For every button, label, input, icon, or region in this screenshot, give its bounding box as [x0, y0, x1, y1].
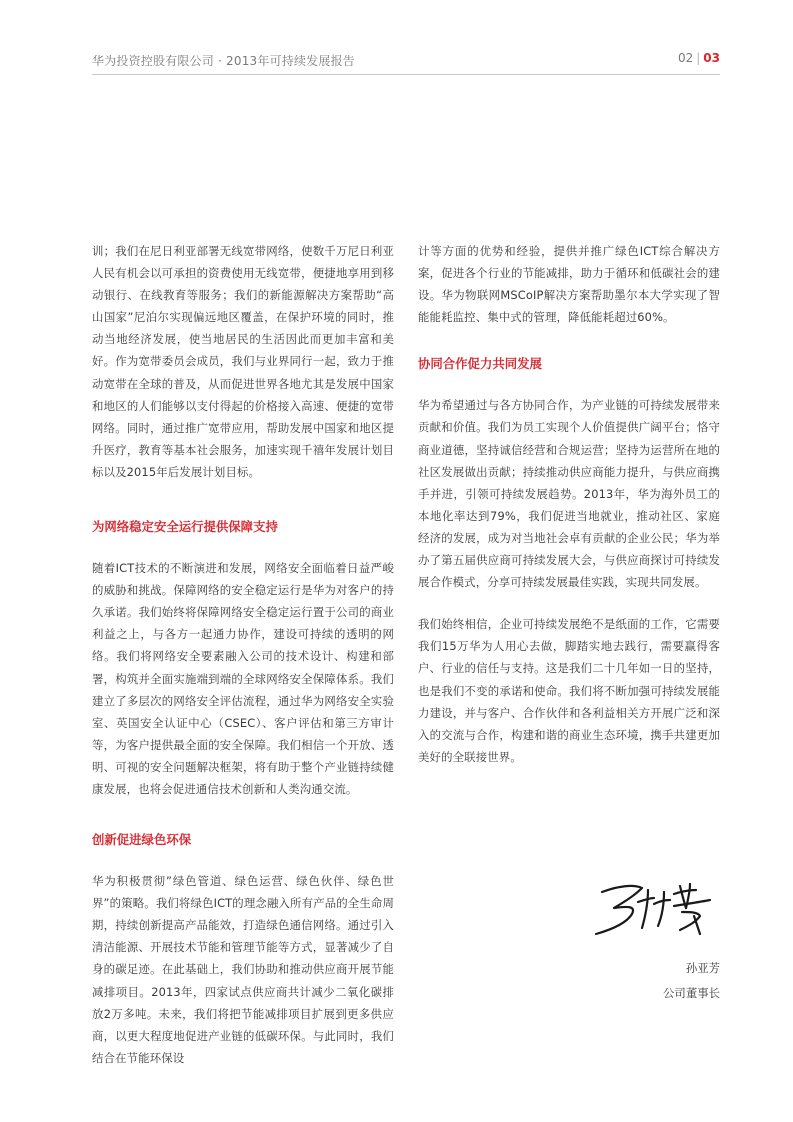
page-numbers [678, 51, 720, 65]
handwritten-signature-icon [588, 872, 728, 942]
page-number-current: 03 [703, 51, 720, 65]
page-number-separator: | [696, 51, 701, 65]
green-innovation-paragraph: 华为积极贯彻”绿色管道、绿色运营、绿色伙伴、绿色世界”的策略。我们将绿色ICT的理念融入所有产品的全生命周期，持续创新提高产品能效，打造绿色通信网络。通过引入清洁能源、开展技术节能和管理节能等方式，显著减少了自身的碳足迹。在此基础上，我们协助和推动供应商开展节能减排项目。2013年，四家试点供应商共计减少二氧化碳排放2万多吨。未来，我们将把节能减排项目扩展到更多供应商，以更大程度地促进产业链的低碳环保。与此同时，我们结合在节能环保设 [92, 874, 394, 1065]
header-divider [92, 74, 720, 75]
section-heading-collaboration: 协同合作促力共同发展 [418, 356, 542, 372]
signer-name: 孙亚芳 [685, 961, 720, 975]
closing-paragraph: 我们始终相信，企业可持续发展绝不是纸面的工作，它需要我们15万华为人用心去做，脚踏实地去践行，需要赢得客户、行业的信任与支持。这是我们二十几年如一日的坚持，也是我们不变的承诺和使命。我们将不断加强可持续发展能力建设，并与客户、合作伙伴和各利益相关方开展广泛和深入的交流与合作，构建和谐的商业生态环境，携手共建更加美好的全联接世界。 [418, 617, 720, 764]
network-security-paragraph: 随着ICT技术的不断演进和发展，网络安全面临着日益严峻的威胁和挑战。保障网络的安全稳定运行是华为对客户的持久承诺。我们始终将保障网络安全稳定运行置于公司的商业利益之上，与各方一起通力协作，建设可持续的透明的网络。我们将网络安全要素融入公司的技术设计、构建和部署，构筑并全面实施端到端的全球网络安全保障体系。我们建立了多层次的网络安全评估流程，通过华为网络安全实验室、英国安全认证中心（CSEC）、客户评估和第三方审计等，为客户提供最全面的安全保障。我们相信一个开放、透明、可视的安全问题解决框架，将有助于整个产业链持续健康发展，也将会促进通信技术创新和人类沟通交流。 [92, 561, 394, 796]
section-heading-green-innovation: 创新促进绿色环保 [92, 832, 192, 848]
right-column [418, 240, 720, 768]
section-heading-network-security: 为网络稳定安全运行提供保障支持 [92, 519, 278, 535]
collaboration-paragraph: 华为希望通过与各方协同合作，为产业链的可持续发展带来贡献和价值。我们为员工实现个人价值提供广阔平台；恪守商业道德，坚持诚信经营和合规运营；坚持为运营所在地的社区发展做出贡献；持续推动供应商能力提升，与供应商携手并进，引领可持续发展趋势。2013年，华为海外员工的本地化率达到79%，我们促进当地就业，推动社区、家庭经济的发展，成为对当地社会卓有贡献的企业公民；华为举办了第五届供应商可持续发展大会，与供应商探讨可持续发展合作模式，分享可持续发展最佳实践，实现共同发展。 [418, 398, 720, 590]
intro-paragraph-left: 训；我们在尼日利亚部署无线宽带网络，使数千万尼日利亚人民有机会以可承担的资费使用无线宽带，便捷地享用到移动银行、在线教育等服务；我们的新能源解决方案帮助“高山国家”尼泊尔实现偏远地区覆盖，在保护环境的同时，推动当地经济发展，使当地居民的生活因此而更加丰富和美好。作为宽带委员会成员，我们与业界同行一起，致力于推动宽带在全球的普及，从而促进世界各地尤其是发展中国家和地区的人们能够以支付得起的价格接入高速、便捷的宽带网络。同时，通过推广宽带应用，帮助发展中国家和地区提升医疗，教育等基本社会服务，加速实现千禧年发展计划目标以及2015年后发展计划目标。 [92, 244, 394, 479]
report-title: 华为投资控股有限公司 · 2013年可持续发展报告 [92, 54, 355, 68]
intro-paragraph-right: 计等方面的优势和经验，提供并推广绿色ICT综合解决方案，促进各个行业的节能减排，助力于循环和低碳社会的建设。华为物联网MSCoIP解决方案帮助墨尔本大学实现了智能能耗监控、集中式的管理，降低能耗超过60%。 [418, 244, 720, 325]
left-column [92, 240, 394, 1069]
signer-role: 公司董事长 [663, 986, 720, 1000]
page-number-left: 02 [677, 51, 694, 65]
